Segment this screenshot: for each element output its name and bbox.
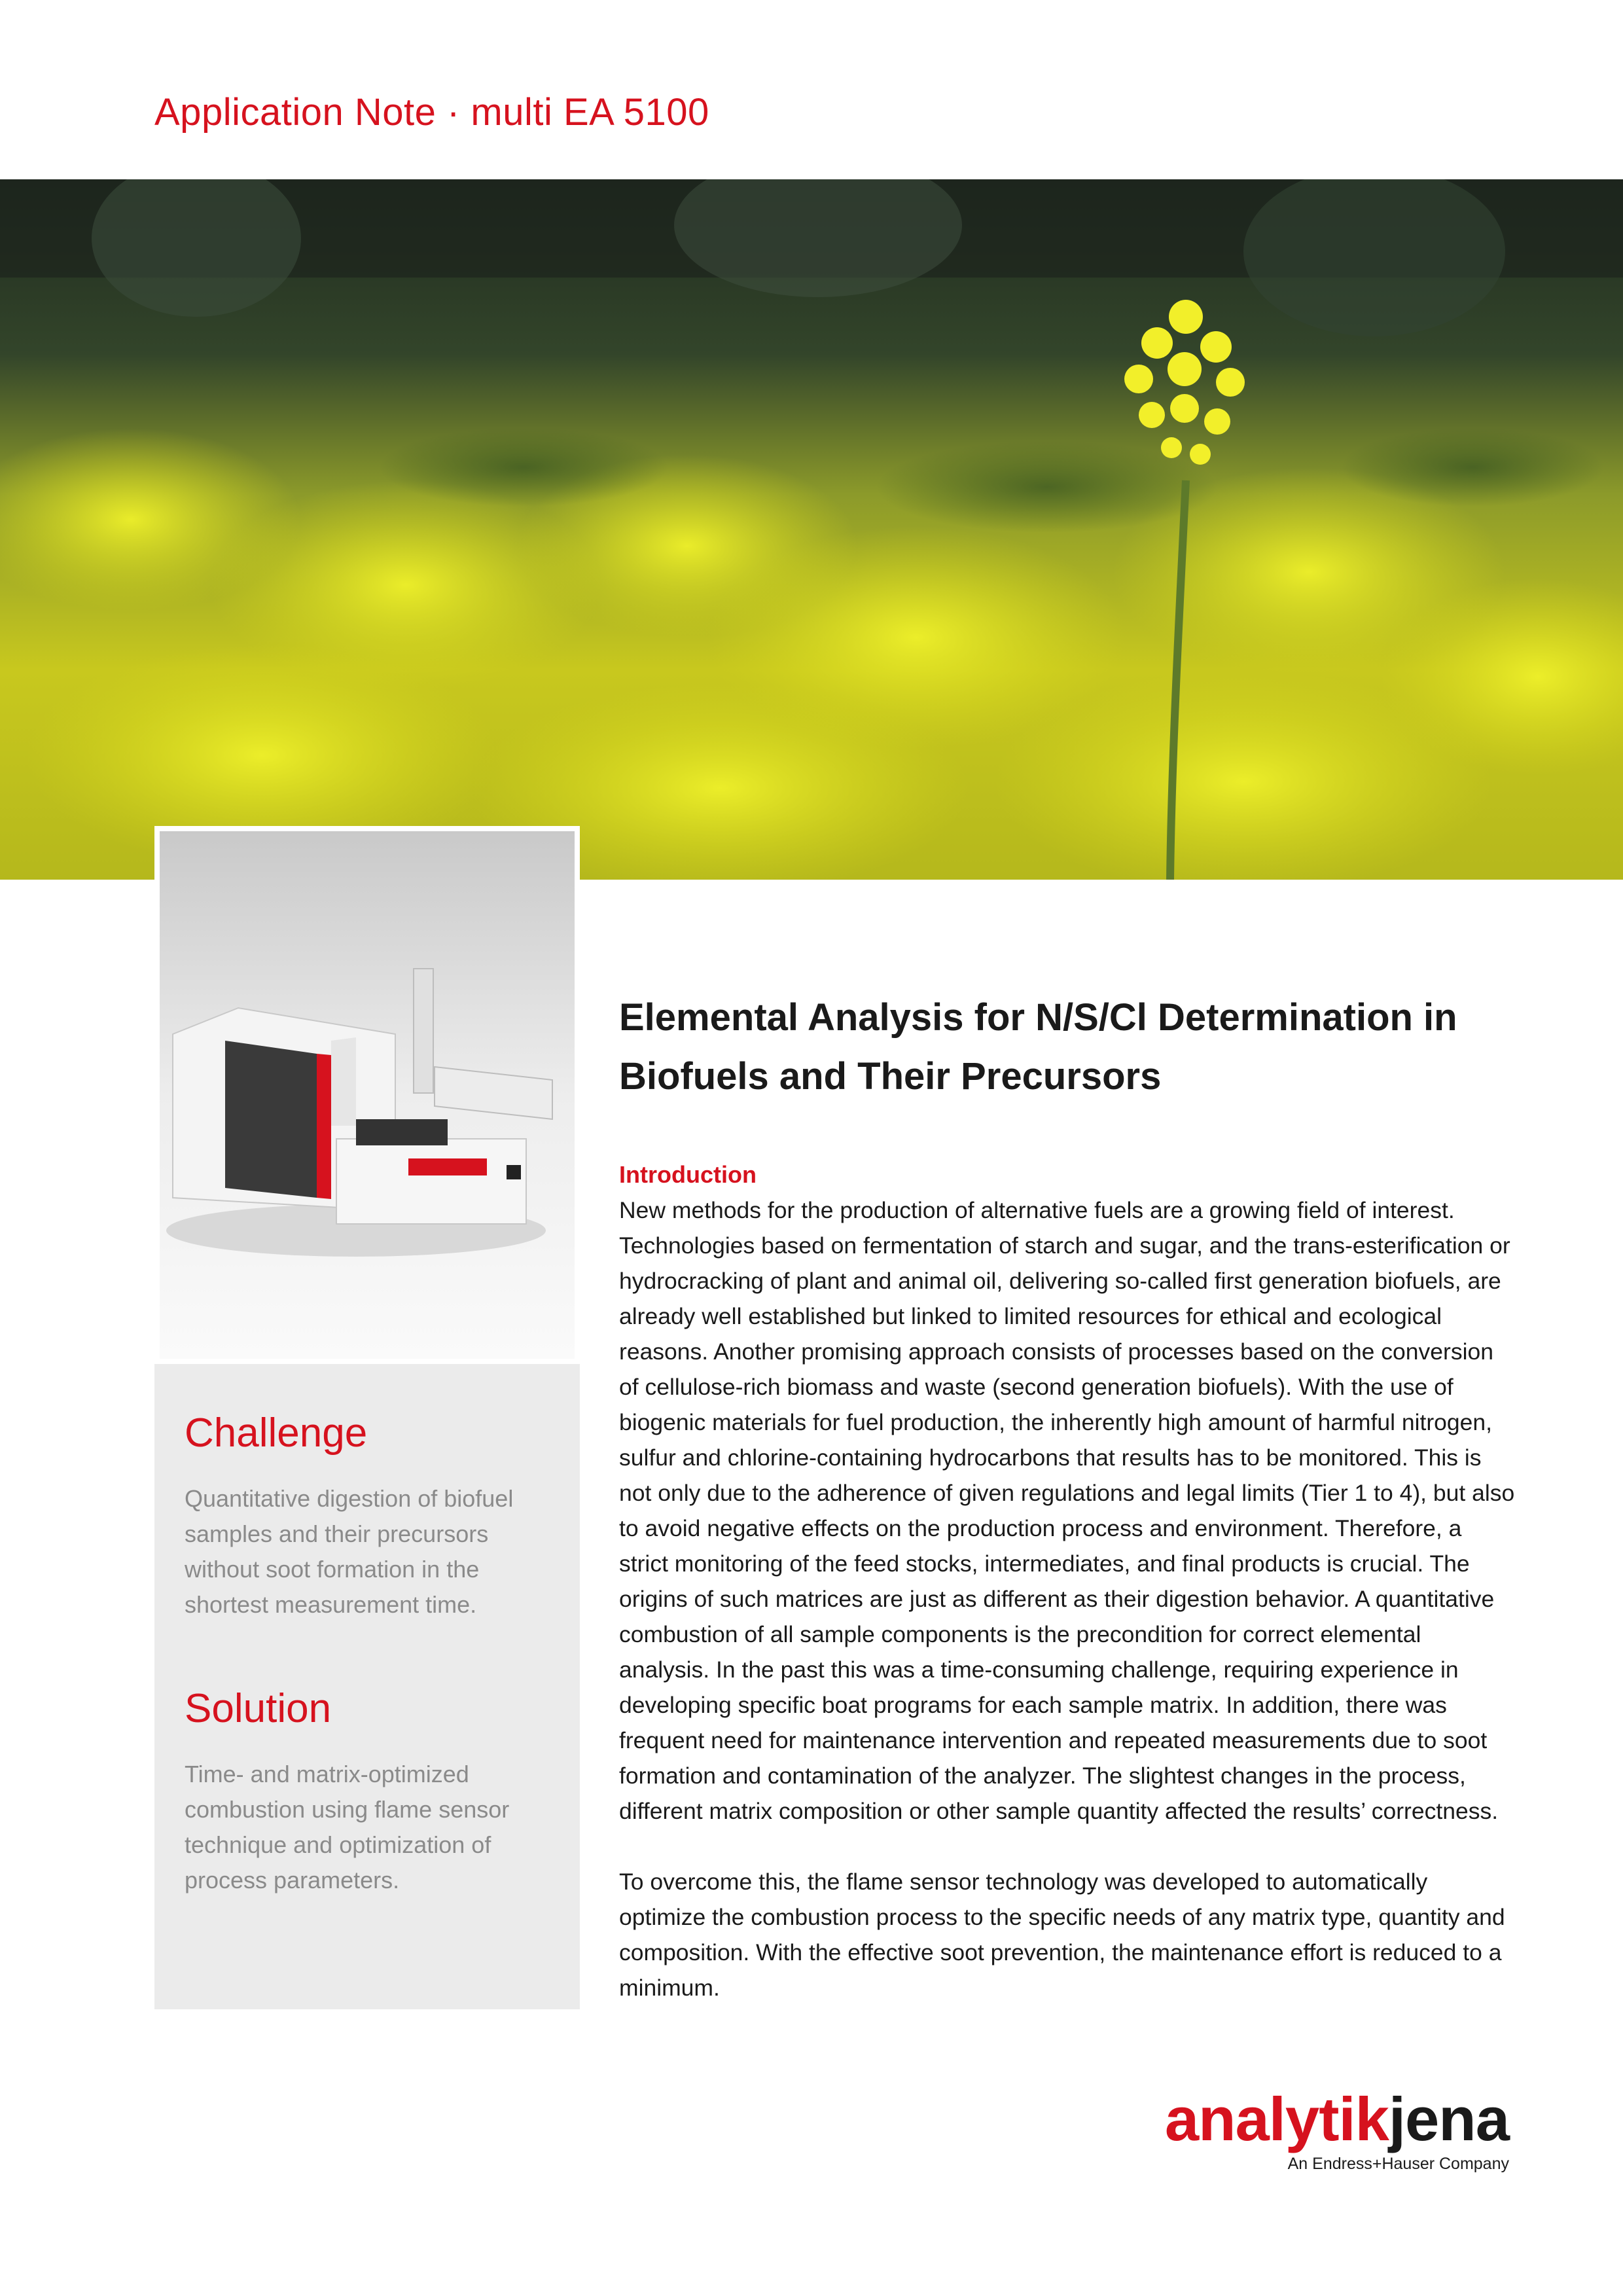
logo-tagline: An Endress+Hauser Company — [1287, 2155, 1509, 2173]
logo-part-analytik: analytik — [1164, 2085, 1389, 2153]
document-title: Elemental Analysis for N/S/Cl Determination in Biofuels and Their Precursors — [619, 996, 1457, 1098]
challenge-heading: Challenge — [185, 1410, 368, 1456]
page-header-title: Application Note · multi EA 5100 — [154, 91, 709, 134]
introduction-paragraph-1: New methods for the production of alternative fuels are a growing field of interest. Technologies based on fermentation of starch and sugar, and the trans-esterification or hydrocracking of plant and animal oil, delivering so-called first generation biofuels, are already well established but linked to limited resources for ethical and ecological reasons. Another promising approach consists of processes based on the conversion of cellulose-rich biomass and waste (second generation biofuels). With the use of biogenic materials for fuel production, the inherently high amount of harmful nitrogen, sulfur and chlorine-containing hydrocarbons that results has to be monitored. This is not only due to the adherence of given regulations and legal limits (Tier 1 to 4), but also to avoid negative effects on the production process and environment. Therefore, a strict monitoring of the feed stocks, intermediates, and final products is crucial. The origins of such matrices are just as different as their digestion behavior. A quantitative combustion of all sample components is the precondition for correct elemental analysis. In the past this was a time-consuming challenge, requiring experience in developing specific boat programs for each sample matrix. In addition, there was frequent need for maintenance intervention and repeated measurements due to soot formation and contamination of the analyzer. The slightest changes in the process, different matrix composition or other sample quantity affected the results’ correctness. — [619, 1197, 1515, 1824]
introduction-paragraph-2: To overcome this, the flame sensor technology was developed to automatically optimize the combustion process to the specific needs of any matrix type, quantity and composition. With the effective soot prevention, the maintenance effort is reduced to a minimum. — [619, 1869, 1505, 2001]
main-content — [619, 988, 1516, 2041]
introduction-heading: Introduction — [619, 1161, 757, 1188]
logo-part-jena: jena — [1388, 2085, 1509, 2153]
product-photo-card — [154, 826, 580, 1364]
analytik-jena-logo — [1156, 2087, 1509, 2174]
solution-text: Time- and matrix-optimized combustion using flame sensor technique and optimization of process parameters. — [185, 1761, 510, 1893]
challenge-text: Quantitative digestion of biofuel samples and their precursors without soot formation in the shortest measurement time. — [185, 1485, 514, 1618]
rapeseed-field-photo-icon — [0, 179, 1623, 880]
challenge-solution-panel — [154, 1364, 580, 2009]
multi-ea-5100-instrument-photo-icon — [160, 831, 575, 1359]
solution-heading: Solution — [185, 1686, 332, 1731]
